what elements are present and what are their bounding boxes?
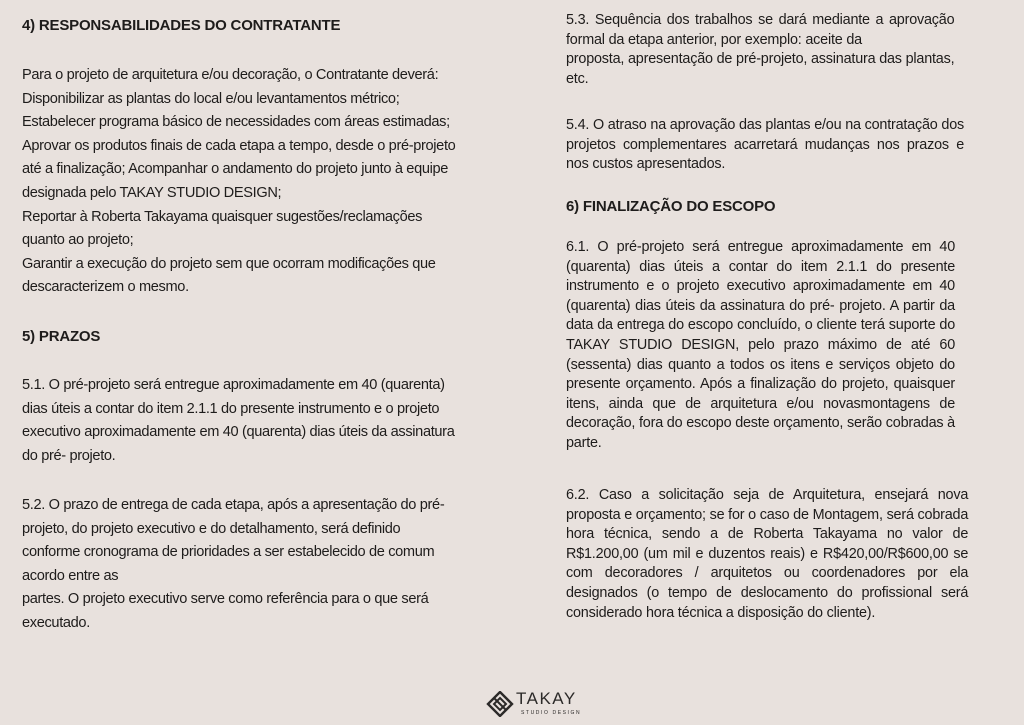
text-line: executivo aproximadamente em 40 (quarenta) dias úteis da assinatura [22, 424, 455, 441]
text-line: designada pelo TAKAY STUDIO DESIGN; [22, 184, 282, 201]
section-6-title: 6) FINALIZAÇÃO DO ESCOPO [566, 198, 776, 215]
paragraph-5-2 [22, 494, 444, 636]
section-4-body [22, 64, 455, 300]
text-line: etc. [566, 70, 589, 87]
text-line: data da entrega do escopo concluído, o cliente terá suporte do [566, 317, 955, 334]
section-5-title: 5) PRAZOS [22, 328, 101, 345]
text-line: descaracterizem o mesmo. [22, 279, 189, 296]
text-line: Para o projeto de arquitetura e/ou decoração, o Contratante deverá: [22, 67, 439, 83]
text-line: projeto, do projeto executivo e do detalhamento, será definido [22, 520, 401, 537]
text-line: (quarenta) dias úteis da assinatura do pré- projeto. A partir da [566, 297, 955, 314]
text-line: 5.1. O pré-projeto será entregue aproximadamente em 40 (quarenta) [22, 377, 445, 393]
diamond-logo-icon [486, 691, 516, 717]
text-line: até a finalização; Acompanhar o andamento do projeto junto à equipe [22, 161, 449, 178]
text-line: Aprovar os produtos finais de cada etapa a tempo, desde o pré-projeto [22, 137, 456, 154]
text-line: 6.2. Caso a solicitação seja de Arquitetura, ensejará nova [566, 487, 969, 503]
text-line: acordo entre as [22, 567, 119, 584]
text-line: partes. O projeto executivo serve como referência para o que será [22, 591, 429, 608]
logo-subtitle: STUDIO DESIGN [521, 710, 582, 716]
text-line: instrumento e o projeto executivo aproximadamente em 40 [566, 278, 955, 295]
paragraph-5-1 [22, 374, 454, 468]
paragraph-5-3 [566, 11, 954, 89]
text-line: (quarenta) dias úteis a contar do item 2.1.1 do presente [566, 258, 955, 275]
text-line: conforme cronograma de prioridades a ser estabelecido de comum [22, 544, 435, 561]
text-line: proposta e orçamento; se for o caso de Montagem, será cobrada [566, 506, 969, 523]
text-line: considerado hora técnica a disposição do cliente). [566, 604, 876, 621]
paragraph-5-4 [566, 116, 964, 175]
text-line: Disponibilizar as plantas do local e/ou levantamentos métrico; [22, 90, 400, 107]
text-line: Estabelecer programa básico de necessidades com áreas estimadas; [22, 114, 450, 131]
text-line: presente orçamento. Após a finalização do projeto, quaisquer [566, 376, 955, 393]
text-line: nos custos apresentados. [566, 156, 726, 173]
text-line: formal da etapa anterior, por exemplo: aceite da [566, 31, 862, 48]
takay-logo [486, 689, 586, 719]
text-line: executado. [22, 614, 90, 631]
text-line: parte. [566, 434, 602, 451]
text-line: 6.1. O pré-projeto será entregue aproximadamente em 40 [566, 239, 955, 255]
text-line: TAKAY STUDIO DESIGN, pelo prazo máximo de até 60 [566, 336, 955, 353]
text-line: do pré- projeto. [22, 447, 116, 464]
text-line: R$1.200,00 (um mil e duzentos reais) e R$420,00/R$600,00 se [566, 545, 969, 562]
paragraph-6-1 [566, 238, 955, 454]
text-line: decoração, fora do escopo deste orçamento, serão cobradas à [566, 415, 955, 432]
text-line: 5.4. O atraso na aprovação das plantas e/ou na contratação dos [566, 117, 965, 133]
text-line: designados (o tempo de deslocamento do profissional será [566, 584, 969, 601]
text-line: proposta, apresentação de pré-projeto, assinatura das plantas, [566, 51, 955, 68]
logo-wordmark: TAKAY [516, 689, 577, 708]
text-line: hora técnica, sendo a de Roberta Takayama no valor de [566, 526, 969, 543]
text-line: (sessenta) dias quanto a todos os itens e serviços objeto do [566, 356, 955, 373]
text-line: Reportar à Roberta Takayama quaisquer sugestões/reclamações [22, 208, 423, 225]
text-line: com decoradores / arquitetos ou coordenadores por ela [566, 565, 969, 582]
text-line: itens, ainda que de arquitetura e/ou novasmontagens de [566, 395, 955, 412]
section-4-title: 4) RESPONSABILIDADES DO CONTRATANTE [22, 17, 341, 34]
text-line: dias úteis a contar do item 2.1.1 do presente instrumento e o projeto [22, 400, 440, 417]
text-line: Garantir a execução do projeto sem que ocorram modificações que [22, 255, 436, 272]
text-line: quanto ao projeto; [22, 232, 134, 249]
text-line: 5.2. O prazo de entrega de cada etapa, após a apresentação do pré- [22, 497, 445, 513]
text-line: projetos complementares acarretará mudanças nos prazos e [566, 136, 965, 153]
paragraph-6-2 [566, 486, 968, 623]
text-line: 5.3. Sequência dos trabalhos se dará mediante a aprovação [566, 12, 955, 28]
